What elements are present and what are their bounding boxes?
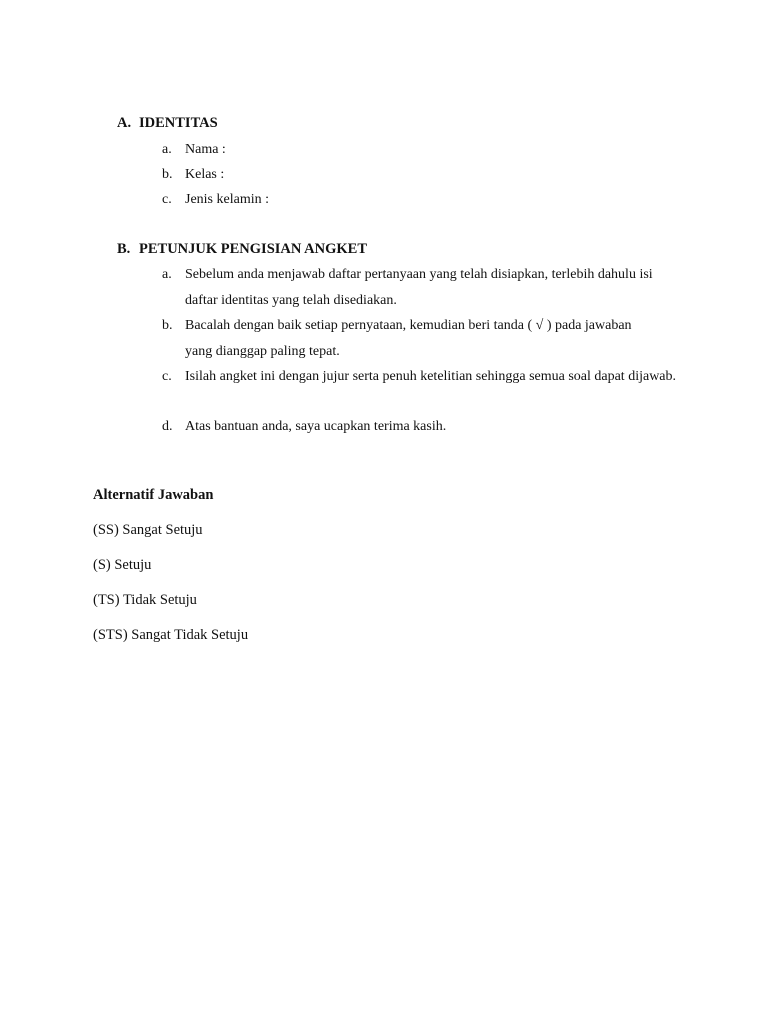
item-text: Nama : xyxy=(185,142,226,157)
item-text: Atas bantuan anda, saya ucapkan terima kasih. xyxy=(185,419,447,434)
instruction-item xyxy=(162,414,702,440)
section-b-title: PETUNJUK PENGISIAN ANGKET xyxy=(139,241,368,257)
item-marker: c. xyxy=(162,192,172,207)
section-a-title: IDENTITAS xyxy=(139,115,218,131)
alternative-option: (STS) Sangat Tidak Setuju xyxy=(93,627,249,643)
item-marker: c. xyxy=(162,369,172,384)
alternative-option: (SS) Sangat Setuju xyxy=(93,522,203,538)
section-a-marker: A. xyxy=(117,115,132,131)
alternative-option: (S) Setuju xyxy=(93,557,152,573)
item-text: Isilah angket ini dengan jujur serta penuh ketelitian sehingga semua soal dapat dijawab. xyxy=(185,369,677,384)
section-b-marker: B. xyxy=(117,241,131,257)
item-marker: b. xyxy=(162,167,173,182)
item-text: Kelas : xyxy=(185,167,225,182)
alternative-option: (TS) Tidak Setuju xyxy=(93,592,197,608)
item-text: Bacalah dengan baik setiap pernyataan, kemudian beri tanda ( √ ) pada jawaban yang dianggap paling tepat. xyxy=(185,318,632,359)
item-marker: d. xyxy=(162,419,173,434)
item-marker: a. xyxy=(162,142,172,157)
item-text: Sebelum anda menjawab daftar pertanyaan yang telah disiapkan, terlebih dahulu isi daftar identitas yang telah disediakan. xyxy=(185,267,653,308)
identity-item-kelas xyxy=(162,162,702,188)
item-marker: a. xyxy=(162,267,172,282)
item-marker: b. xyxy=(162,318,173,333)
instruction-item xyxy=(162,262,662,313)
identity-item-jenis-kelamin xyxy=(162,187,702,213)
instruction-item xyxy=(162,313,642,364)
item-text: Jenis kelamin : xyxy=(185,192,269,207)
section-b-heading xyxy=(117,241,367,258)
identity-item-nama xyxy=(162,137,702,163)
alternatives-title: Alternatif Jawaban xyxy=(93,487,214,503)
instruction-item xyxy=(162,364,682,390)
section-a-heading xyxy=(117,115,218,132)
